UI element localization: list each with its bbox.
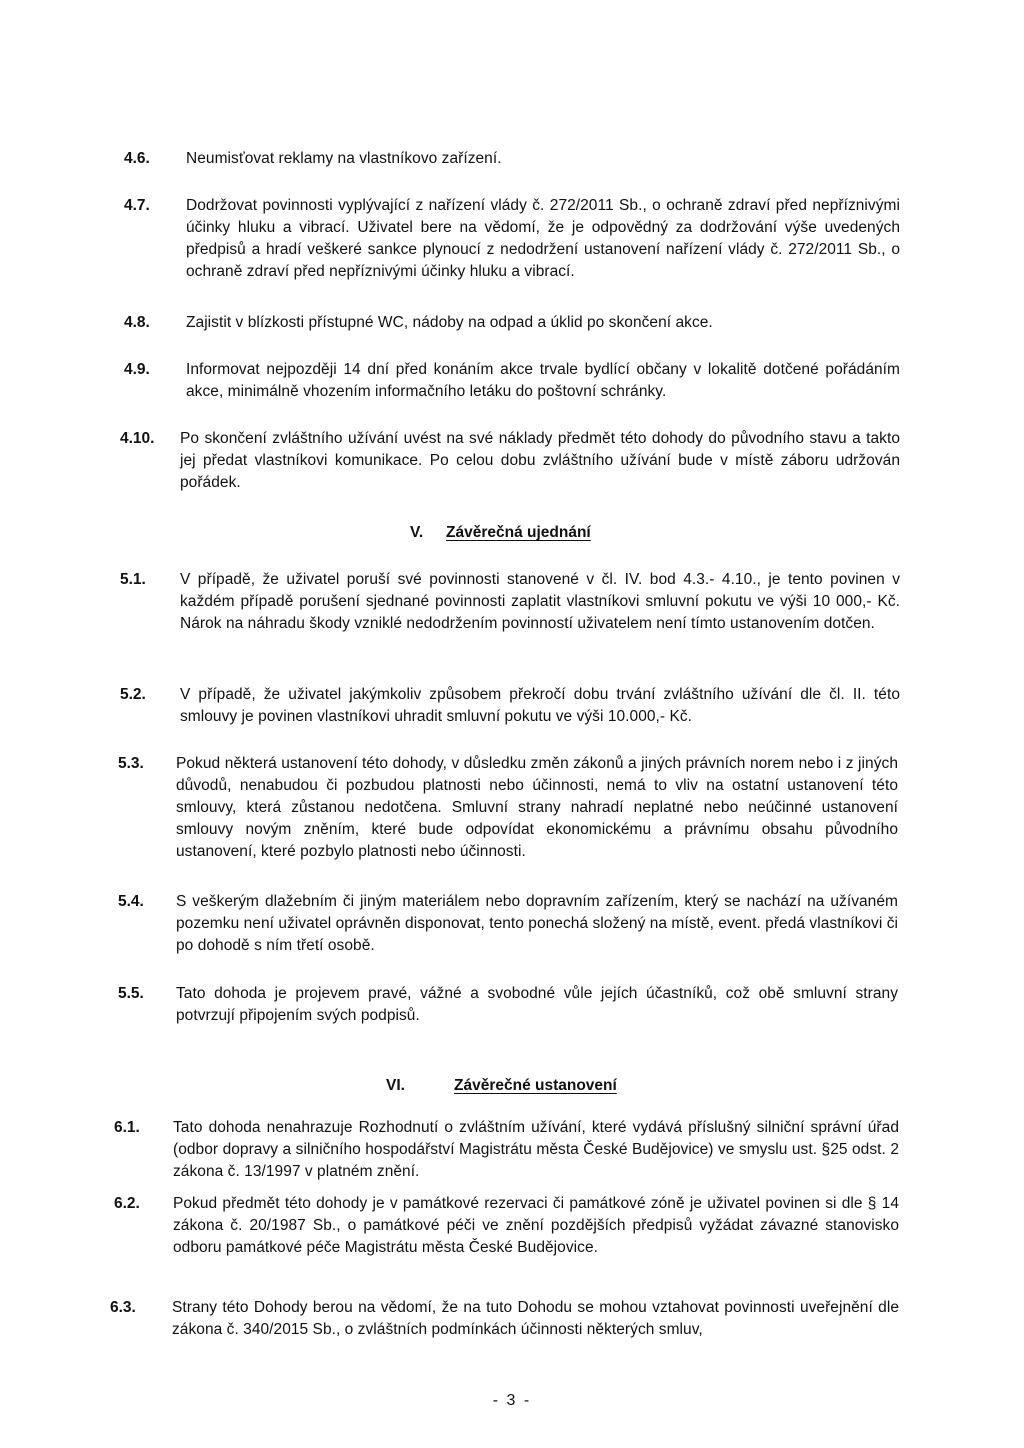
clause-number: 5.2. [120,686,146,703]
clause-number: 5.4. [118,893,144,910]
clause-text: V případě, že uživatel jakýmkoliv způsobem překročí dobu trvání zvláštního užívání dle čl. II. této smlouvy je povinen vlastníkovi uhradit smluvní pokutu ve výši 10.000,- Kč. [180,686,900,725]
clause-number: 6.1. [114,1119,140,1136]
section-number: V. [410,524,424,541]
clause-number: 5.5. [118,985,144,1002]
clause-text: Strany této Dohody berou na vědomí, že na tuto Dohodu se mohou vztahovat povinnosti uveřejnění dle zákona č. 340/2015 Sb., o zvláštních podmínkách účinnosti některých smluv, [172,1299,899,1338]
clause-number: 4.7. [124,197,150,214]
section-heading-v [410,522,591,544]
clause-text: Informovat nejpozději 14 dní před konáním akce trvale bydlící občany v lokalitě dotčené pořádáním akce, minimálně vhozením informačního letáku do poštovní schránky. [186,361,900,400]
clause-number: 4.6. [124,150,150,167]
clause-text: S veškerým dlažebním či jiným materiálem nebo dopravním zařízením, který se nachází na užívaném pozemku není uživatel oprávněn disponovat, tento ponechá složený na místě, event. předá vlastníkovi či po dohodě s ním třetí osobě. [176,893,898,954]
clause-number: 6.2. [114,1195,140,1212]
clause-text: Zajistit v blízkosti přístupné WC, nádoby na odpad a úklid po skončení akce. [186,314,713,331]
clause-text: Tato dohoda nenahrazuje Rozhodnutí o zvláštním užívání, které vydává příslušný silniční správní úřad (odbor dopravy a silničního hospodářství Magistrátu města České Budějovice) ve smyslu ust. §25 odst. 2 zákona č. 13/1997 v platném znění. [173,1119,899,1180]
clause-text: Po skončení zvláštního užívání uvést na své náklady předmět této dohody do původního stavu a takto jej předat vlastníkovi komunikace. Po celou dobu zvláštního užívání bude v místě záboru udržován pořádek. [180,430,900,491]
clause-number: 5.3. [118,755,144,772]
clause-text: Pokud předmět této dohody je v památkové rezervaci či památkové zóně je uživatel povinen si dle § 14 zákona č. 20/1987 Sb., o památkové péči ve znění pozdějších předpisů vyžádat závazné stanovisko odboru památkové péče Magistrátu města České Budějovice. [173,1195,899,1256]
clause-text: Dodržovat povinnosti vyplývající z nařízení vlády č. 272/2011 Sb., o ochraně zdraví před nepříznivými účinky hluku a vibrací. Uživatel bere na vědomí, že je odpovědný za dodržování výše uvedených předpisů a hradí veškeré sankce plynoucí z nedodržení ustanovení nařízení vlády č. 272/2011 Sb., o ochraně zdraví před nepříznivými účinky hluku a vibrací. [186,197,900,280]
clause-text: V případě, že uživatel poruší své povinnosti stanovené v čl. IV. bod 4.3.- 4.10., je tento povinen v každém případě porušení sjednané povinnosti zaplatit vlastníkovi smluvní pokutu ve výši 10 000,- Kč. Nárok na náhradu škody vzniklé nedodržením povinností uživatelem není tímto ustanovením dotčen. [180,571,900,632]
clause-number: 5.1. [120,571,146,588]
section-heading-vi [386,1075,617,1097]
section-title: Závěrečná ujednání [446,524,591,541]
page-number: - 3 - [492,1392,532,1409]
clause-number: 6.3. [110,1299,136,1316]
clause-number: 4.9. [124,361,150,378]
clause-text: Neumisťovat reklamy na vlastníkovo zařízení. [186,150,502,167]
clause-number: 4.8. [124,314,150,331]
clause-number: 4.10. [120,430,155,447]
clause-text: Tato dohoda je projevem pravé, vážné a svobodné vůle jejích účastníků, což obě smluvní strany potvrzují připojením svých podpisů. [176,985,898,1024]
clause-text: Pokud některá ustanovení této dohody, v důsledku změn zákonů a jiných právních norem nebo i z jiných důvodů, nenabudou či pozbudou platnosti nebo účinnosti, nemá to vliv na ostatní ustanovení této smlouvy, která zůstanou nedotčena. Smluvní strany nahradí neplatné nebo neúčinné ustanovení smlouvy novým zněním, které bude odpovídat ekonomickému a právnímu obsahu původního ustanovení, které pozbylo platnosti nebo účinnosti. [176,755,898,860]
section-number: VI. [386,1077,405,1094]
section-title: Závěrečné ustanovení [454,1077,617,1094]
